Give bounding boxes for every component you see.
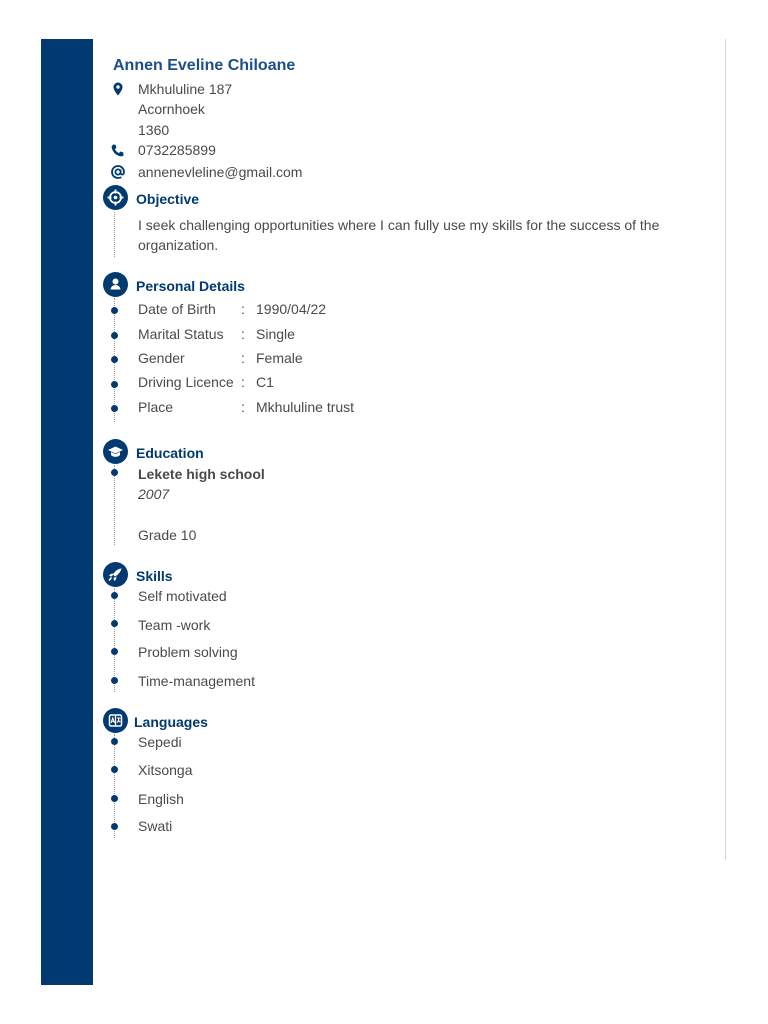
list-bullet xyxy=(111,795,118,802)
list-bullet xyxy=(111,648,118,655)
language-item: Xitsonga xyxy=(138,762,193,778)
education-timeline xyxy=(114,465,115,545)
school-year: 2007 xyxy=(138,486,170,502)
gender-value: Female xyxy=(256,350,303,366)
skill-item: Self motivated xyxy=(138,588,227,604)
gender-label: Gender xyxy=(138,350,185,366)
list-bullet xyxy=(111,677,118,684)
phone-number: 0732285899 xyxy=(138,142,216,158)
target-icon xyxy=(103,185,128,210)
sidebar-band xyxy=(41,39,93,985)
list-bullet xyxy=(111,405,118,412)
dob-separator: : xyxy=(241,301,245,317)
list-bullet xyxy=(111,356,118,363)
candidate-name: Annen Eveline Chiloane xyxy=(113,57,296,74)
language-item: Swati xyxy=(138,818,173,834)
objective-text: I seek challenging opportunities where I can fully use my skills for the success of the organization. xyxy=(138,217,660,253)
dob-value: 1990/04/22 xyxy=(256,301,327,317)
school-grade: Grade 10 xyxy=(138,527,197,543)
skill-item: Time-management xyxy=(138,673,255,689)
personal-details-heading: Personal Details xyxy=(136,278,245,294)
place-label: Place xyxy=(138,399,174,415)
phone-icon xyxy=(110,143,126,159)
list-bullet xyxy=(111,620,118,627)
list-bullet xyxy=(111,823,118,830)
driving-licence-separator: : xyxy=(241,374,245,390)
language-item: English xyxy=(138,791,184,807)
marital-status-value: Single xyxy=(256,326,295,342)
dob-label: Date of Birth xyxy=(138,301,216,317)
skill-item: Problem solving xyxy=(138,644,238,660)
user-icon xyxy=(103,272,128,297)
language-icon xyxy=(103,708,128,733)
rocket-icon xyxy=(103,562,128,587)
marital-status-label: Marital Status xyxy=(138,326,224,342)
language-item: Sepedi xyxy=(138,734,182,750)
place-value: Mkhululine trust xyxy=(256,399,355,415)
email-address: annenevleline@gmail.com xyxy=(138,164,303,180)
at-sign-icon xyxy=(110,164,126,180)
driving-licence-label: Driving Licence xyxy=(138,374,234,390)
location-pin-icon xyxy=(110,81,126,97)
list-bullet xyxy=(111,307,118,314)
address-line-3: 1360 xyxy=(138,122,170,138)
driving-licence-value: C1 xyxy=(256,374,274,390)
list-bullet xyxy=(111,592,118,599)
languages-heading: Languages xyxy=(134,714,208,730)
address-line-1: Mkhululine 187 xyxy=(138,81,233,97)
list-bullet xyxy=(111,332,118,339)
objective-timeline xyxy=(114,212,115,257)
education-heading: Education xyxy=(136,445,204,461)
skills-heading: Skills xyxy=(136,568,173,584)
right-border-line xyxy=(725,39,726,860)
list-bullet xyxy=(111,469,118,476)
graduation-cap-icon xyxy=(103,439,128,464)
address-line-2: Acornhoek xyxy=(138,101,205,117)
skill-item: Team -work xyxy=(138,617,211,633)
list-bullet xyxy=(111,738,118,745)
list-bullet xyxy=(111,766,118,773)
marital-status-separator: : xyxy=(241,326,245,342)
school-name: Lekete high school xyxy=(138,466,265,482)
objective-heading: Objective xyxy=(136,191,200,207)
place-separator: : xyxy=(241,399,245,415)
list-bullet xyxy=(111,381,118,388)
gender-separator: : xyxy=(241,350,245,366)
